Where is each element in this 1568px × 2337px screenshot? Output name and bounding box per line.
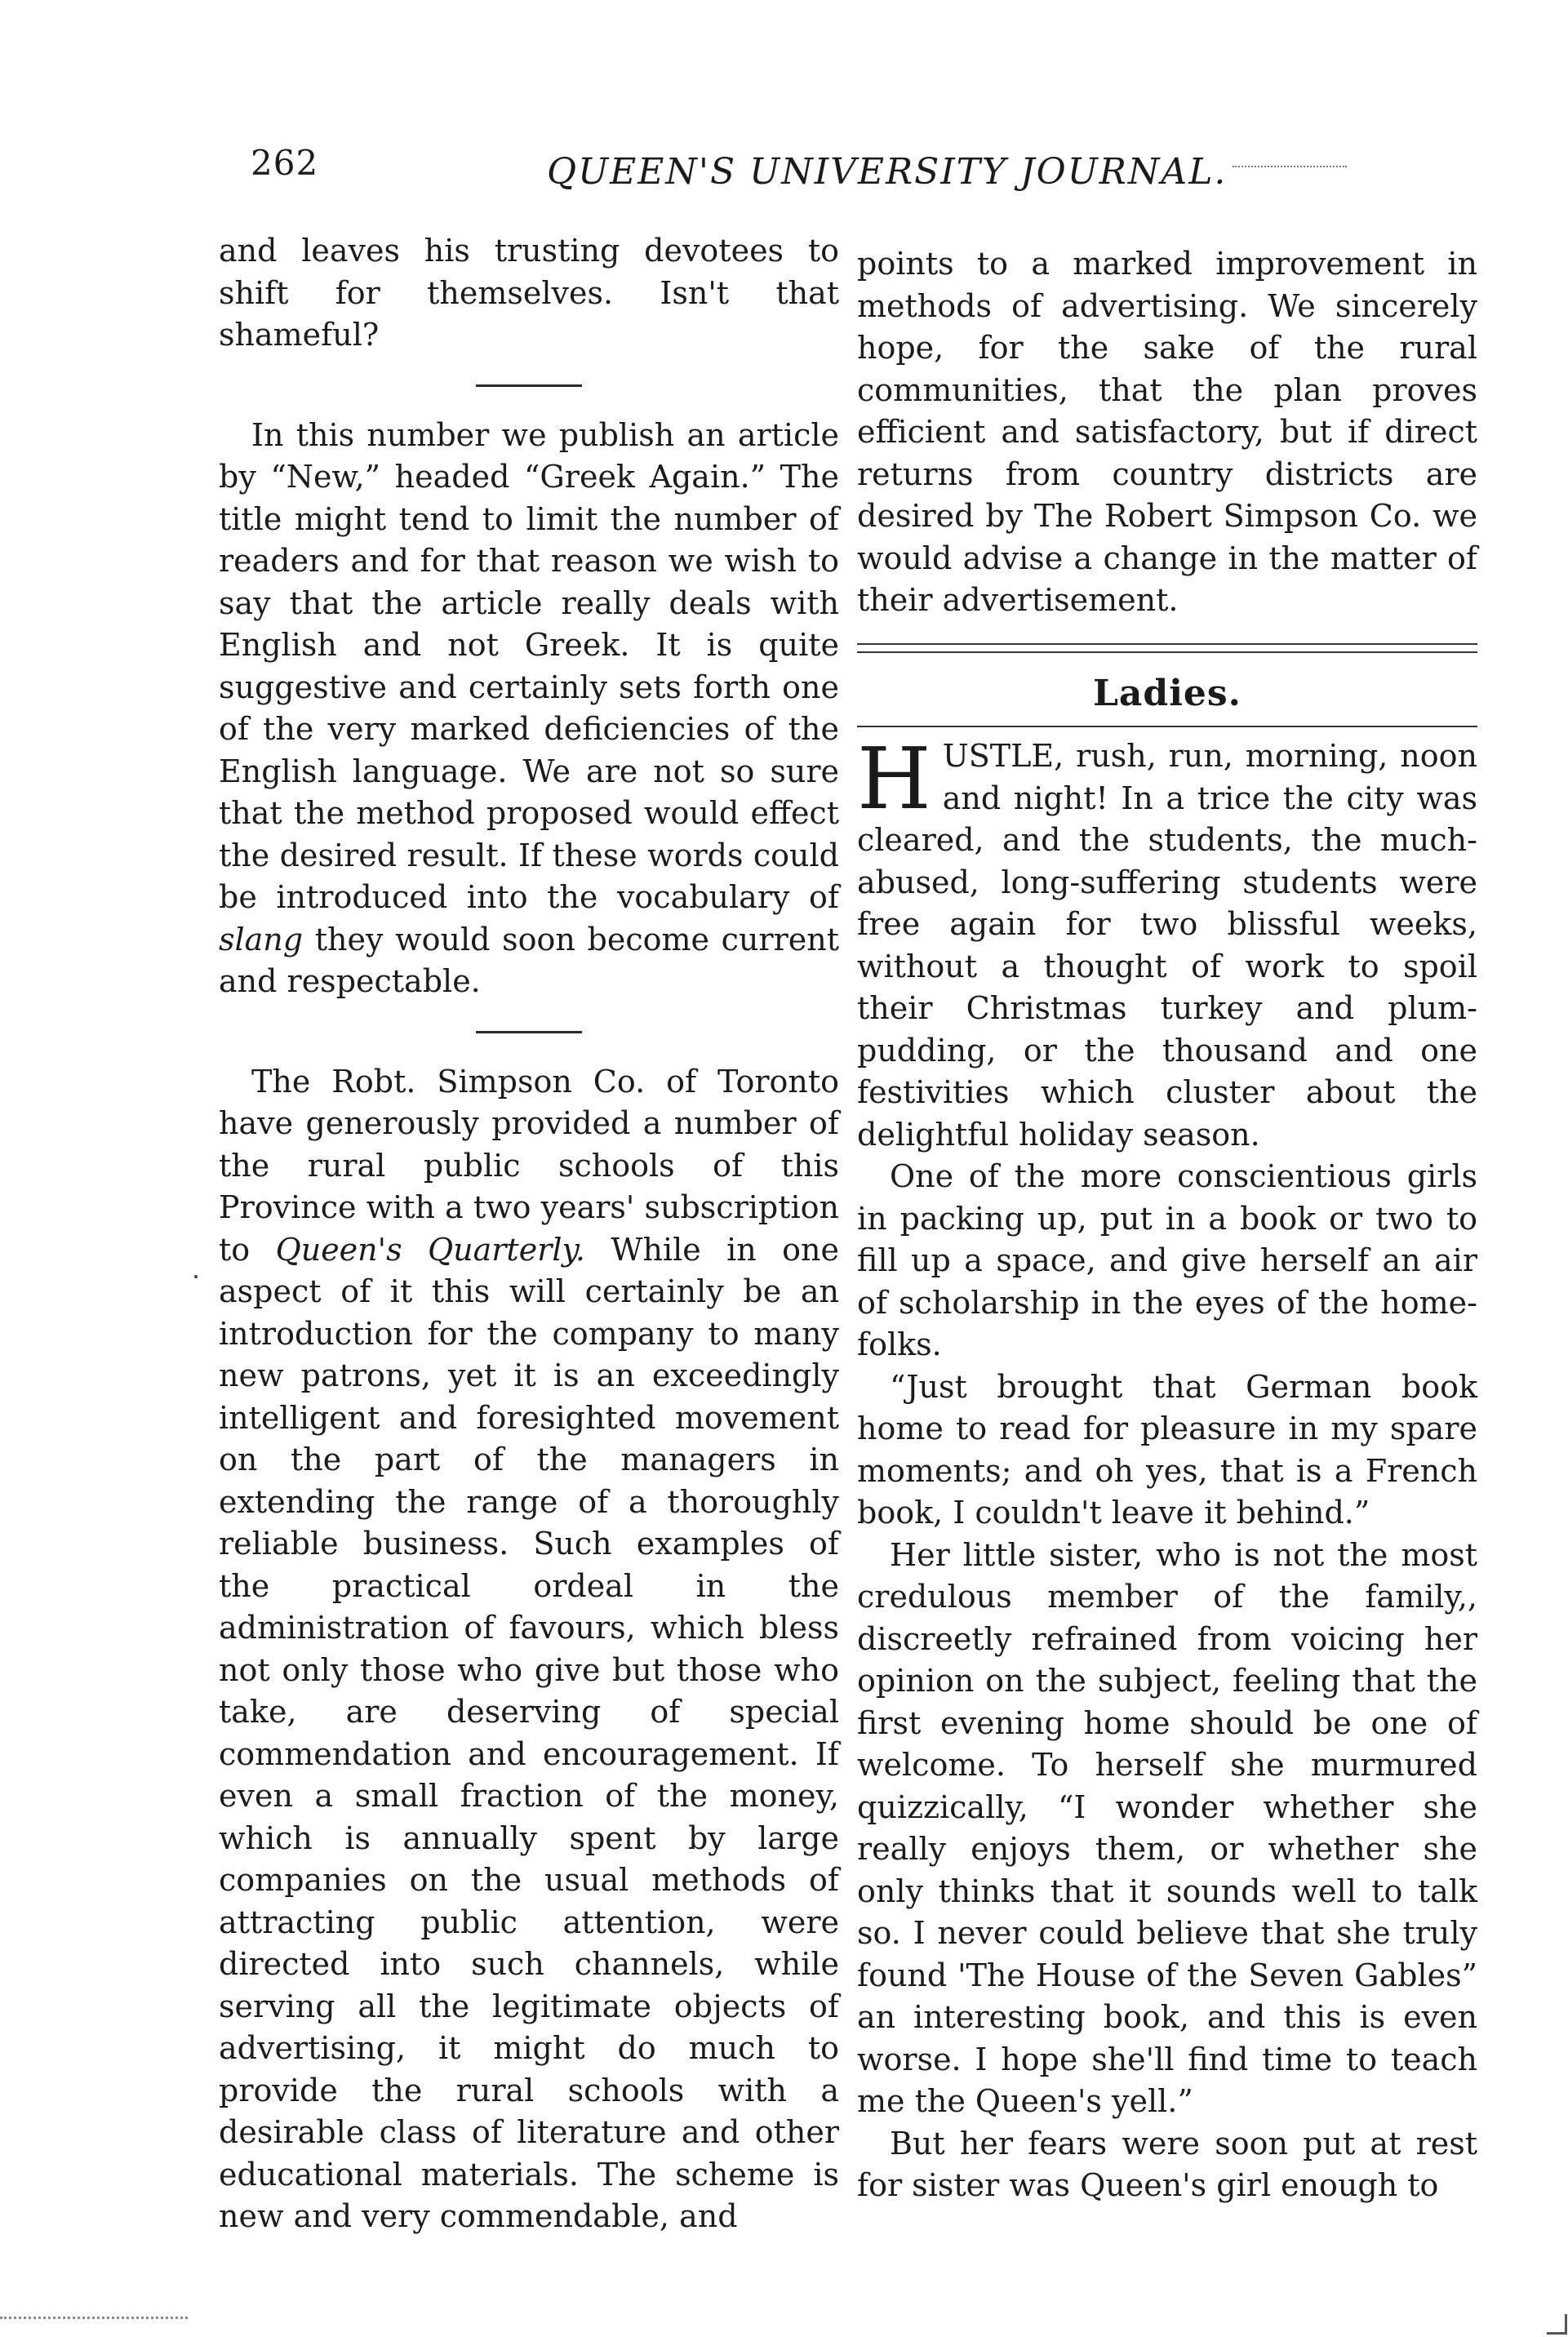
paragraph: “Just brought that German book home to read for pleasure in my spare moments; and oh yes, that is a French book, I couldn't leave it behind.”	[857, 1368, 1477, 1531]
drop-cap: H	[857, 729, 931, 829]
paragraph: Her little sister, who is not the most credulous member of the family,, discreetly refrained from voicing her opinion on the subject, feeling that the first evening home should be one of welcome. To herself she murmured quizzically, “I wonder whether she really enjoys them, or whether she only thinks that it sounds well to talk so. I never could believe that she truly found 'The House of the Seven Gables” an interesting book, and this is even worse. I hope she'll find time to teach me the Queen's yell.”	[857, 1536, 1477, 2119]
page-number: 262	[251, 143, 319, 183]
paragraph-text: The Robt. Simpson Co. of Toronto have generously provided a number of the rural public schools of this Province with a two years' subscription to	[219, 1063, 839, 1268]
paragraph-text: While in one aspect of it this will certainly be an introduction for the company to many new patrons, yet it is an exceedingly intelligent and foresighted movement on the part of the managers in extending the range of a thoroughly reliable business. Such examples of the practical ordeal in the administration of favours, which bless not only those who give but those who take, are deserving of special commendation and encouragement. If even a small fraction of the money, which is annually spent by large companies on the usual methods of attracting public attention, were directed into such channels, while serving all the legitimate objects of advertising, it might do much to provide the rural schools with a desirable class of literature and other educational materials. The scheme is new and very commendable, and	[219, 1231, 839, 2234]
paragraph-greek-again	[219, 415, 839, 1003]
scan-artifact	[1547, 2314, 1567, 2335]
left-column	[219, 230, 839, 2238]
paragraph: But her fears were soon put at rest for sister was Queen's girl enough to	[857, 2125, 1477, 2203]
margin-dot	[194, 1275, 198, 1278]
journal-title: QUEEN'S UNIVERSITY JOURNAL.	[547, 151, 1228, 193]
paragraph-text: USTLE, rush, run, morning, noon and night! In a trice the city was cleared, and the students, the much-abused, long-suffering students were free again for two blissful weeks, without a thought of work to spoil their Christmas turkey and plum-pudding, or the thousand and one festivities which cluster about the delightful holiday season.	[857, 738, 1477, 1153]
right-column	[857, 243, 1477, 2207]
header-ornament	[1233, 166, 1347, 171]
italic-word: slang	[219, 921, 304, 957]
scan-artifact	[0, 2317, 188, 2330]
paragraph-simpson	[219, 1061, 839, 2238]
section-divider	[476, 1031, 582, 1033]
paragraph-hustle	[857, 729, 1477, 1156]
paragraph-continued: and leaves his trusting devotees to shift for themselves. Isn't that shameful?	[219, 233, 839, 353]
double-rule	[857, 643, 1477, 653]
section-divider	[476, 384, 582, 387]
paragraph-text: In this number we publish an article by “New,” headed “Greek Again.” The title might tend to limit the number of readers and for that reason we wish to say that the article really deals with English and not Greek. It is quite suggestive and certainly sets forth one of the very marked deficiencies of the English language. We are not so sure that the method proposed would effect the desired result. If these words could be introduced into the vocabulary of	[219, 416, 839, 915]
paragraph: One of the more conscientious girls in packing up, put in a book or two to fill up a space, and give herself an air of scholarship in the eyes of the home-folks.	[857, 1158, 1477, 1362]
heading-rule	[857, 726, 1477, 727]
section-heading: Ladies.	[1092, 672, 1242, 714]
paragraph-text: they would soon become current and respectable.	[219, 921, 839, 999]
italic-title: Queen's Quarterly.	[275, 1231, 586, 1268]
paragraph-continued: points to a marked improvement in methods of advertising. We sincerely hope, for the sake of the rural communities, that the plan proves efficient and satisfactory, but if direct returns from country districts are desired by The Robert Simpson Co. we would advise a change in the matter of their advertisement.	[857, 246, 1477, 618]
